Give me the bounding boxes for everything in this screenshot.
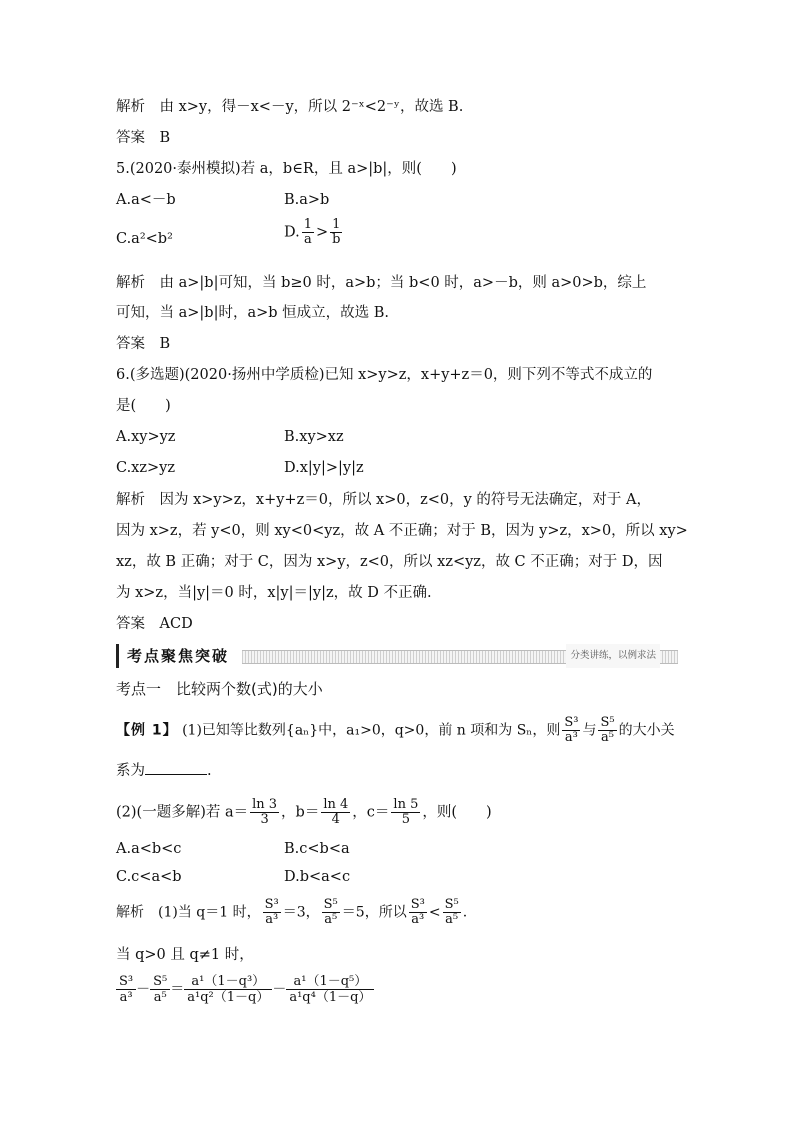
frac-numerator: S⁵ bbox=[444, 897, 459, 912]
banner-subtitle: 分类讲练，以例求法 bbox=[566, 644, 660, 668]
frac-denominator: a⁵ bbox=[153, 990, 167, 1005]
fraction bbox=[184, 974, 272, 1005]
ex1-option-b: B.c<b<a bbox=[284, 841, 350, 857]
frac-numerator: ln 4 bbox=[323, 797, 349, 812]
ex1-option-d: D.b<a<c bbox=[284, 869, 351, 885]
banner-title: 考点聚焦突破 bbox=[116, 644, 237, 668]
example-text: 的大小关 bbox=[618, 722, 675, 739]
example-text: 与 bbox=[582, 722, 597, 739]
q5-option-d-frac1 bbox=[302, 218, 314, 247]
q5-option-d-prefix: D. bbox=[284, 224, 300, 241]
answer-blank[interactable] bbox=[145, 760, 207, 775]
section-heading: 考点一 比较两个数(式)的大小 bbox=[116, 680, 323, 698]
operator: ＝ bbox=[170, 981, 185, 998]
frac-denominator: a¹q²（1－q） bbox=[187, 990, 270, 1005]
frac-denominator: a⁵ bbox=[445, 912, 459, 927]
solution-ex1-line2: 当 q>0 且 q≠1 时， bbox=[116, 947, 254, 963]
solution-ex1-line1 bbox=[116, 898, 467, 927]
q6-option-b: B.xy>xz bbox=[284, 429, 344, 445]
frac-numerator: ln 3 bbox=[252, 797, 278, 812]
example-text: ，则( ) bbox=[422, 804, 492, 821]
solution-5-line2: 可知，当 a>|b|时，a>b 恒成立，故选 B. bbox=[116, 305, 390, 321]
q5-option-d-op: > bbox=[316, 224, 329, 241]
example-text: (2)(一题多解)若 a＝ bbox=[116, 804, 249, 821]
frac-numerator: S⁵ bbox=[323, 897, 338, 912]
solution-text: 解析 (1)当 q＝1 时， bbox=[116, 904, 261, 921]
frac-denominator: 4 bbox=[331, 812, 340, 827]
frac-numerator: ln 5 bbox=[393, 797, 419, 812]
solution-line: 解析 由 x>y，得－x<－y，所以 2⁻ˣ<2⁻ʸ，故选 B. bbox=[116, 99, 464, 115]
fraction bbox=[321, 798, 350, 827]
q5-option-d bbox=[284, 218, 344, 247]
frac-denominator: a³ bbox=[411, 912, 425, 927]
frac-numerator: S⁵ bbox=[600, 715, 615, 730]
frac-denominator: 5 bbox=[401, 812, 411, 827]
ex1-option-c: C.c<a<b bbox=[116, 869, 182, 885]
frac-denominator: a¹q⁴（1－q） bbox=[289, 990, 372, 1005]
solution-6-line1: 解析 因为 x>y>z，x+y+z＝0，所以 x>0，z<0，y 的符号无法确定，对于 A， bbox=[116, 492, 652, 508]
solution-text: ＝3， bbox=[282, 904, 320, 921]
frac-numerator: S³ bbox=[116, 974, 136, 990]
frac-numerator: S³ bbox=[410, 897, 425, 912]
fraction bbox=[562, 716, 580, 745]
fraction bbox=[391, 798, 420, 827]
frac-denominator: a³ bbox=[119, 990, 133, 1005]
frac-numerator: S³ bbox=[264, 897, 279, 912]
frac-denominator: a⁵ bbox=[324, 912, 338, 927]
ex1-option-a: A.a<b<c bbox=[116, 841, 182, 857]
q6-option-d: D.x|y|>|y|z bbox=[284, 460, 364, 476]
answer-5: 答案 B bbox=[116, 336, 171, 352]
q6-option-a: A.xy>yz bbox=[116, 429, 176, 445]
fraction bbox=[250, 798, 279, 827]
solution-equation bbox=[116, 974, 374, 1005]
solution-6-line4: 为 x>z，当|y|＝0 时，x|y|＝|y|z，故 D 不正确. bbox=[116, 585, 432, 601]
frac-numerator: a¹（1－q⁵） bbox=[286, 974, 374, 990]
frac-denominator: a bbox=[303, 232, 312, 247]
operator: － bbox=[272, 981, 287, 998]
solution-5-line1: 解析 由 a>|b|可知，当 b≥0 时，a>b；当 b<0 时，a>－b，则 a>0>b，综上 bbox=[116, 275, 647, 291]
solution-6-line3: xz，故 B 正确；对于 C，因为 x>y，z<0，所以 xz<yz，故 C 不正确；对于 D，因 bbox=[116, 554, 663, 570]
frac-denominator: b bbox=[332, 232, 341, 247]
frac-numerator: a¹（1－q³） bbox=[184, 974, 272, 990]
solution-6-line2: 因为 x>z，若 y<0，则 xy<0<yz，故 A 不正确；对于 B，因为 y>z，x>0，所以 xy> bbox=[116, 523, 688, 539]
fraction bbox=[443, 898, 461, 927]
fraction bbox=[322, 898, 340, 927]
fraction bbox=[116, 974, 136, 1005]
example-1-part2 bbox=[116, 798, 492, 827]
fraction bbox=[409, 898, 427, 927]
fraction bbox=[263, 898, 281, 927]
example-label: 【例 1】 bbox=[116, 722, 178, 739]
example-text: 系为 bbox=[116, 763, 145, 779]
question-5: 5.(2020·泰州模拟)若 a，b∈R，且 a>|b|，则( ) bbox=[116, 161, 457, 177]
example-1-part1 bbox=[116, 716, 675, 745]
question-6-line1: 6.(多选题)(2020·扬州中学质检)已知 x>y>z，x+y+z＝0，则下列不等式不成立的 bbox=[116, 367, 653, 383]
frac-denominator: a³ bbox=[564, 730, 578, 745]
fraction bbox=[286, 974, 374, 1005]
solution-text: < bbox=[428, 904, 441, 921]
answer-6: 答案 ACD bbox=[116, 616, 193, 632]
frac-numerator: 1 bbox=[330, 218, 342, 233]
solution-text: . bbox=[462, 904, 468, 921]
answer-line: 答案 B bbox=[116, 130, 171, 146]
frac-numerator: S³ bbox=[564, 715, 579, 730]
fraction bbox=[150, 974, 170, 1005]
frac-numerator: S⁵ bbox=[150, 974, 170, 990]
example-text: (1)已知等比数列{aₙ}中，a₁>0，q>0，前 n 项和为 Sₙ，则 bbox=[182, 722, 561, 739]
section-banner bbox=[116, 644, 678, 668]
example-text: ，c＝ bbox=[352, 804, 390, 821]
q5-option-d-frac2 bbox=[330, 218, 342, 247]
operator: － bbox=[136, 981, 151, 998]
fraction bbox=[598, 716, 616, 745]
solution-text: ＝5，所以 bbox=[341, 904, 407, 921]
q5-option-a: A.a<－b bbox=[116, 192, 176, 208]
frac-numerator: 1 bbox=[303, 217, 312, 232]
q6-option-c: C.xz>yz bbox=[116, 460, 175, 476]
q5-option-b: B.a>b bbox=[284, 192, 330, 208]
example-text: . bbox=[207, 763, 212, 779]
frac-denominator: a³ bbox=[265, 912, 279, 927]
example-1-part1-line2 bbox=[116, 760, 212, 782]
frac-denominator: 3 bbox=[260, 812, 269, 827]
example-text: ，b＝ bbox=[281, 804, 320, 821]
question-6-line2: 是( ) bbox=[116, 398, 171, 414]
q5-option-c: C.a²<b² bbox=[116, 231, 173, 247]
frac-denominator: a⁵ bbox=[601, 730, 615, 745]
